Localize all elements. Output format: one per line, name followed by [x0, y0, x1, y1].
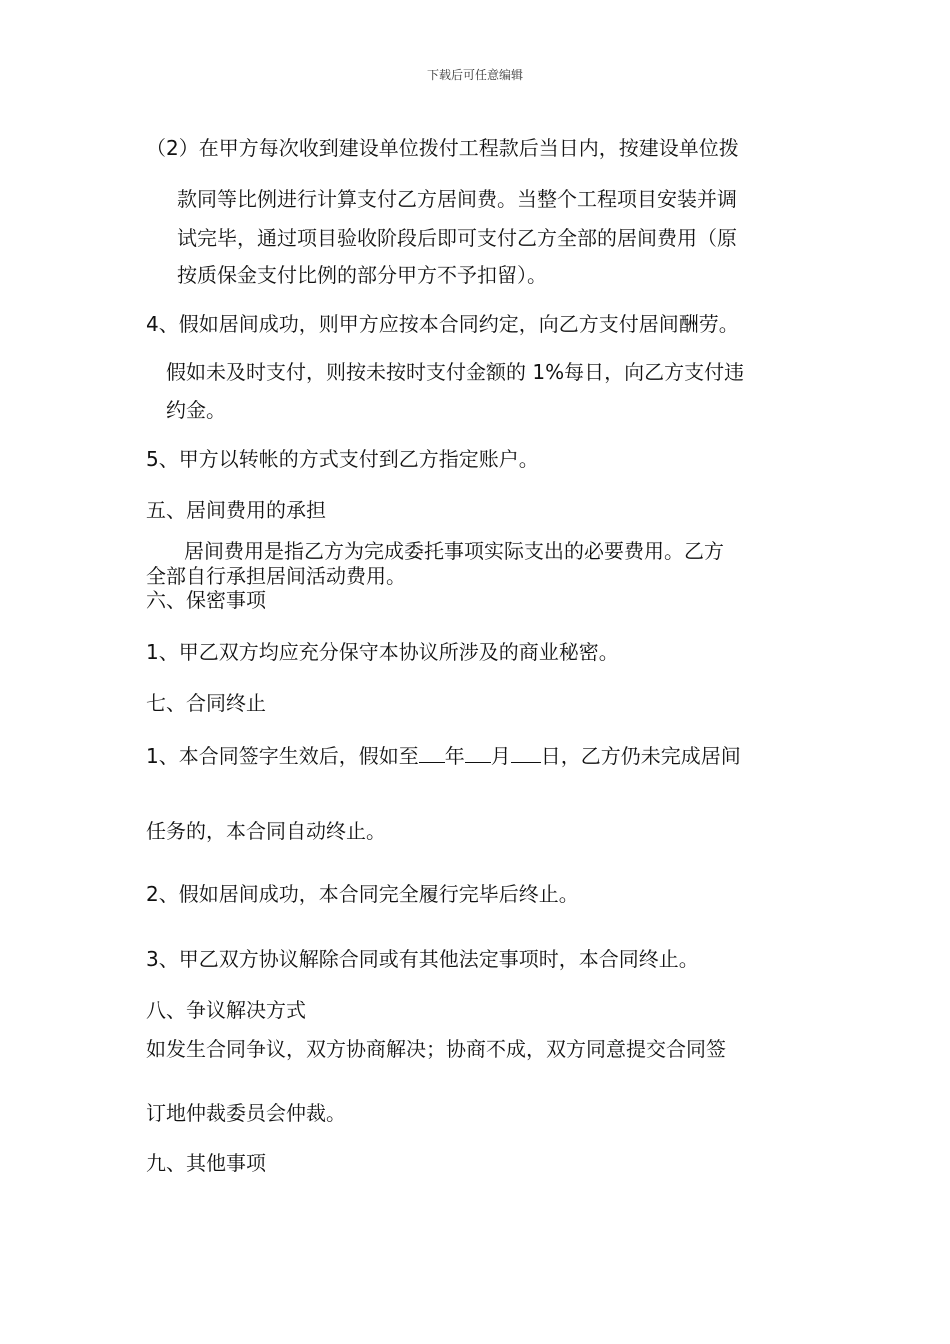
clause-3-2-line-4: 按质保金支付比例的部分甲方不予扣留）。 — [177, 263, 547, 287]
section-6-item-1: 1、甲乙双方均应充分保守本协议所涉及的商业秘密。 — [146, 640, 619, 664]
month-blank — [465, 742, 491, 763]
section-5-line-2: 全部自行承担居间活动费用。 — [146, 564, 406, 588]
section-9-heading: 九、其他事项 — [146, 1151, 266, 1175]
clause-4-line-1: 4、假如居间成功，则甲方应按本合同约定，向乙方支付居间酬劳。 — [146, 312, 739, 336]
page-header: 下载后可任意编辑 — [426, 68, 523, 82]
section-7-heading: 七、合同终止 — [146, 691, 266, 715]
section-5-heading: 五、居间费用的承担 — [146, 498, 326, 522]
item-1-text-start: 1、本合同签字生效后，假如至 — [146, 744, 419, 768]
clause-3-2-line-1: （2）在甲方每次收到建设单位拨付工程款后当日内，按建设单位拨 — [146, 136, 739, 160]
section-8-line-2: 订地仲裁委员会仲裁。 — [146, 1101, 346, 1125]
clause-4-line-3: 约金。 — [166, 398, 226, 422]
section-7-item-1-line-2: 任务的，本合同自动终止。 — [146, 819, 386, 843]
clause-3-2-line-2: 款同等比例进行计算支付乙方居间费。当整个工程项目安装并调 — [177, 187, 737, 211]
year-label: 年 — [444, 744, 465, 768]
month-label: 月 — [490, 744, 511, 768]
section-7-item-1-line-1 — [146, 742, 741, 769]
section-6-heading: 六、保密事项 — [146, 588, 266, 612]
section-8-heading: 八、争议解决方式 — [146, 998, 306, 1022]
section-8-line-1: 如发生合同争议，双方协商解决；协商不成，双方同意提交合同签 — [146, 1037, 726, 1061]
section-5-line-1: 居间费用是指乙方为完成委托事项实际支出的必要费用。乙方 — [184, 539, 724, 563]
clause-5: 5、甲方以转帐的方式支付到乙方指定账户。 — [146, 447, 539, 471]
day-blank — [511, 742, 541, 763]
clause-4-line-2: 假如未及时支付，则按未按时支付金额的 1%每日，向乙方支付违 — [166, 360, 745, 384]
section-7-item-2: 2、假如居间成功，本合同完全履行完毕后终止。 — [146, 882, 579, 906]
day-label-and-rest: 日，乙方仍未完成居间 — [540, 744, 741, 768]
section-7-item-3: 3、甲乙双方协议解除合同或有其他法定事项时，本合同终止。 — [146, 947, 699, 971]
year-blank — [419, 742, 445, 763]
clause-3-2-line-3: 试完毕，通过项目验收阶段后即可支付乙方全部的居间费用（原 — [177, 226, 737, 250]
